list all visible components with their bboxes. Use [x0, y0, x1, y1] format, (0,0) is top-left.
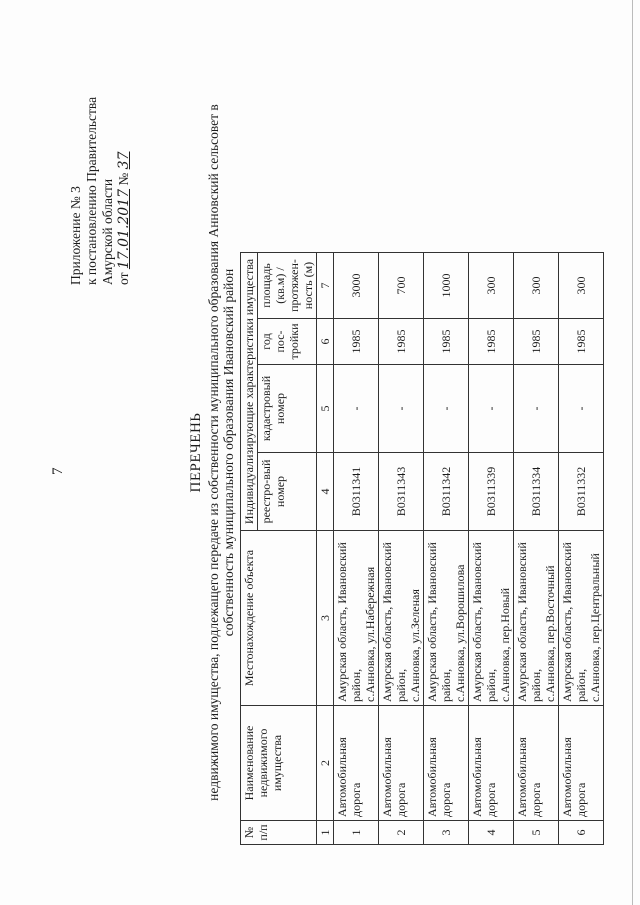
header-area: площадь (кв.м) / протяжен-ность (м) — [258, 253, 317, 319]
row-registry: B0311334 — [514, 453, 559, 531]
appendix-line-2: к постановлению Правительства — [84, 96, 99, 285]
document-subtitle — [206, 0, 236, 905]
row-num: 4 — [469, 821, 514, 845]
row-area: 700 — [379, 253, 424, 319]
appendix-date-line — [116, 97, 132, 285]
row-area: 300 — [469, 253, 514, 319]
header-group: Индивидуализирующие характеристики имущества — [241, 253, 258, 531]
row-cadastral: - — [469, 365, 514, 453]
appendix-block — [68, 97, 132, 285]
row-location — [469, 531, 514, 706]
col-number: 4 — [317, 453, 334, 531]
col-number: 3 — [317, 531, 334, 706]
location-line-1: Амурская область, Ивановский район, — [380, 542, 408, 702]
row-location — [424, 531, 469, 706]
location-line-1: Амурская область, Ивановский район, — [515, 542, 543, 702]
row-name: Автомобильная дорога — [424, 706, 469, 821]
header-registry: реестро-вый номер — [258, 453, 317, 531]
location-line-2: с.Анновка, пер.Центральный — [588, 553, 602, 702]
row-location — [559, 531, 604, 706]
date-value: 17.01.2017 — [116, 188, 132, 270]
number-value: 37 — [116, 151, 132, 170]
header-cadastral: кадастровый номер — [258, 365, 317, 453]
property-table — [240, 252, 604, 845]
document-title: ПЕРЕЧЕНЬ — [188, 412, 204, 493]
row-cadastral: - — [559, 365, 604, 453]
col-number: 5 — [317, 365, 334, 453]
location-line-1: Амурская область, Ивановский район, — [560, 542, 588, 702]
row-name: Автомобильная дорога — [469, 706, 514, 821]
header-num: № п/п — [241, 821, 317, 845]
location-line-2: с.Анновка, ул.Ворошилова — [453, 564, 467, 702]
header-year: год пос-тройки — [258, 319, 317, 365]
location-line-1: Амурская область, Ивановский район, — [470, 542, 498, 702]
row-registry: B0311343 — [379, 453, 424, 531]
row-year: 1985 — [424, 319, 469, 365]
location-line-2: с.Анновка, пер.Восточный — [543, 565, 557, 702]
col-number: 6 — [317, 319, 334, 365]
appendix-line-1: Приложение № 3 — [68, 186, 83, 285]
location-line-1: Амурская область, Ивановский район, — [425, 542, 453, 702]
row-num: 3 — [424, 821, 469, 845]
row-area: 300 — [514, 253, 559, 319]
column-number-row — [317, 253, 334, 845]
row-name: Автомобильная дорога — [334, 706, 379, 821]
col-number: 7 — [317, 253, 334, 319]
row-num: 6 — [559, 821, 604, 845]
row-cadastral: - — [379, 365, 424, 453]
row-location — [514, 531, 559, 706]
row-year: 1985 — [514, 319, 559, 365]
row-area: 1000 — [424, 253, 469, 319]
table-row — [334, 253, 379, 845]
row-location — [334, 531, 379, 706]
number-prefix: № — [116, 172, 131, 186]
location-line-1: Амурская область, Ивановский район, — [335, 542, 363, 702]
header-name: Наименование недвижимого имущества — [241, 706, 317, 821]
location-line-2: с.Анновка, пер.Новый — [498, 587, 512, 702]
date-prefix: от — [116, 272, 131, 285]
row-name: Автомобильная дорога — [514, 706, 559, 821]
location-line-2: с.Анновка, ул.Набережная — [363, 566, 377, 702]
row-num: 1 — [334, 821, 379, 845]
page-number: 7 — [50, 467, 66, 475]
row-num: 5 — [514, 821, 559, 845]
row-registry: B0311341 — [334, 453, 379, 531]
row-area: 3000 — [334, 253, 379, 319]
subtitle-line-2: собственность муниципального образования Ивановский район — [221, 268, 236, 637]
table-row — [469, 253, 514, 845]
row-location — [379, 531, 424, 706]
table-row — [379, 253, 424, 845]
table-row — [514, 253, 559, 845]
row-cadastral: - — [424, 365, 469, 453]
row-name: Автомобильная дорога — [379, 706, 424, 821]
appendix-line-3: Амурской области — [100, 178, 115, 285]
row-year: 1985 — [334, 319, 379, 365]
row-area: 300 — [559, 253, 604, 319]
row-cadastral: - — [334, 365, 379, 453]
col-number: 2 — [317, 706, 334, 821]
row-year: 1985 — [559, 319, 604, 365]
header-row-1 — [241, 253, 258, 845]
scan-edge-line — [632, 0, 633, 905]
row-registry: B0311339 — [469, 453, 514, 531]
subtitle-line-1: недвижимого имущества, подлежащего передаче из собственности муниципального образования Анновский сельсовет в — [206, 104, 221, 801]
row-year: 1985 — [469, 319, 514, 365]
table-row — [424, 253, 469, 845]
row-name: Автомобильная дорога — [559, 706, 604, 821]
row-cadastral: - — [514, 365, 559, 453]
header-location: Местонахождение объекта — [241, 531, 317, 706]
table-row — [559, 253, 604, 845]
col-number: 1 — [317, 821, 334, 845]
row-year: 1985 — [379, 319, 424, 365]
row-registry: B0311342 — [424, 453, 469, 531]
row-num: 2 — [379, 821, 424, 845]
location-line-2: с.Анновка, ул.Зеленая — [408, 589, 422, 702]
row-registry: B0311332 — [559, 453, 604, 531]
